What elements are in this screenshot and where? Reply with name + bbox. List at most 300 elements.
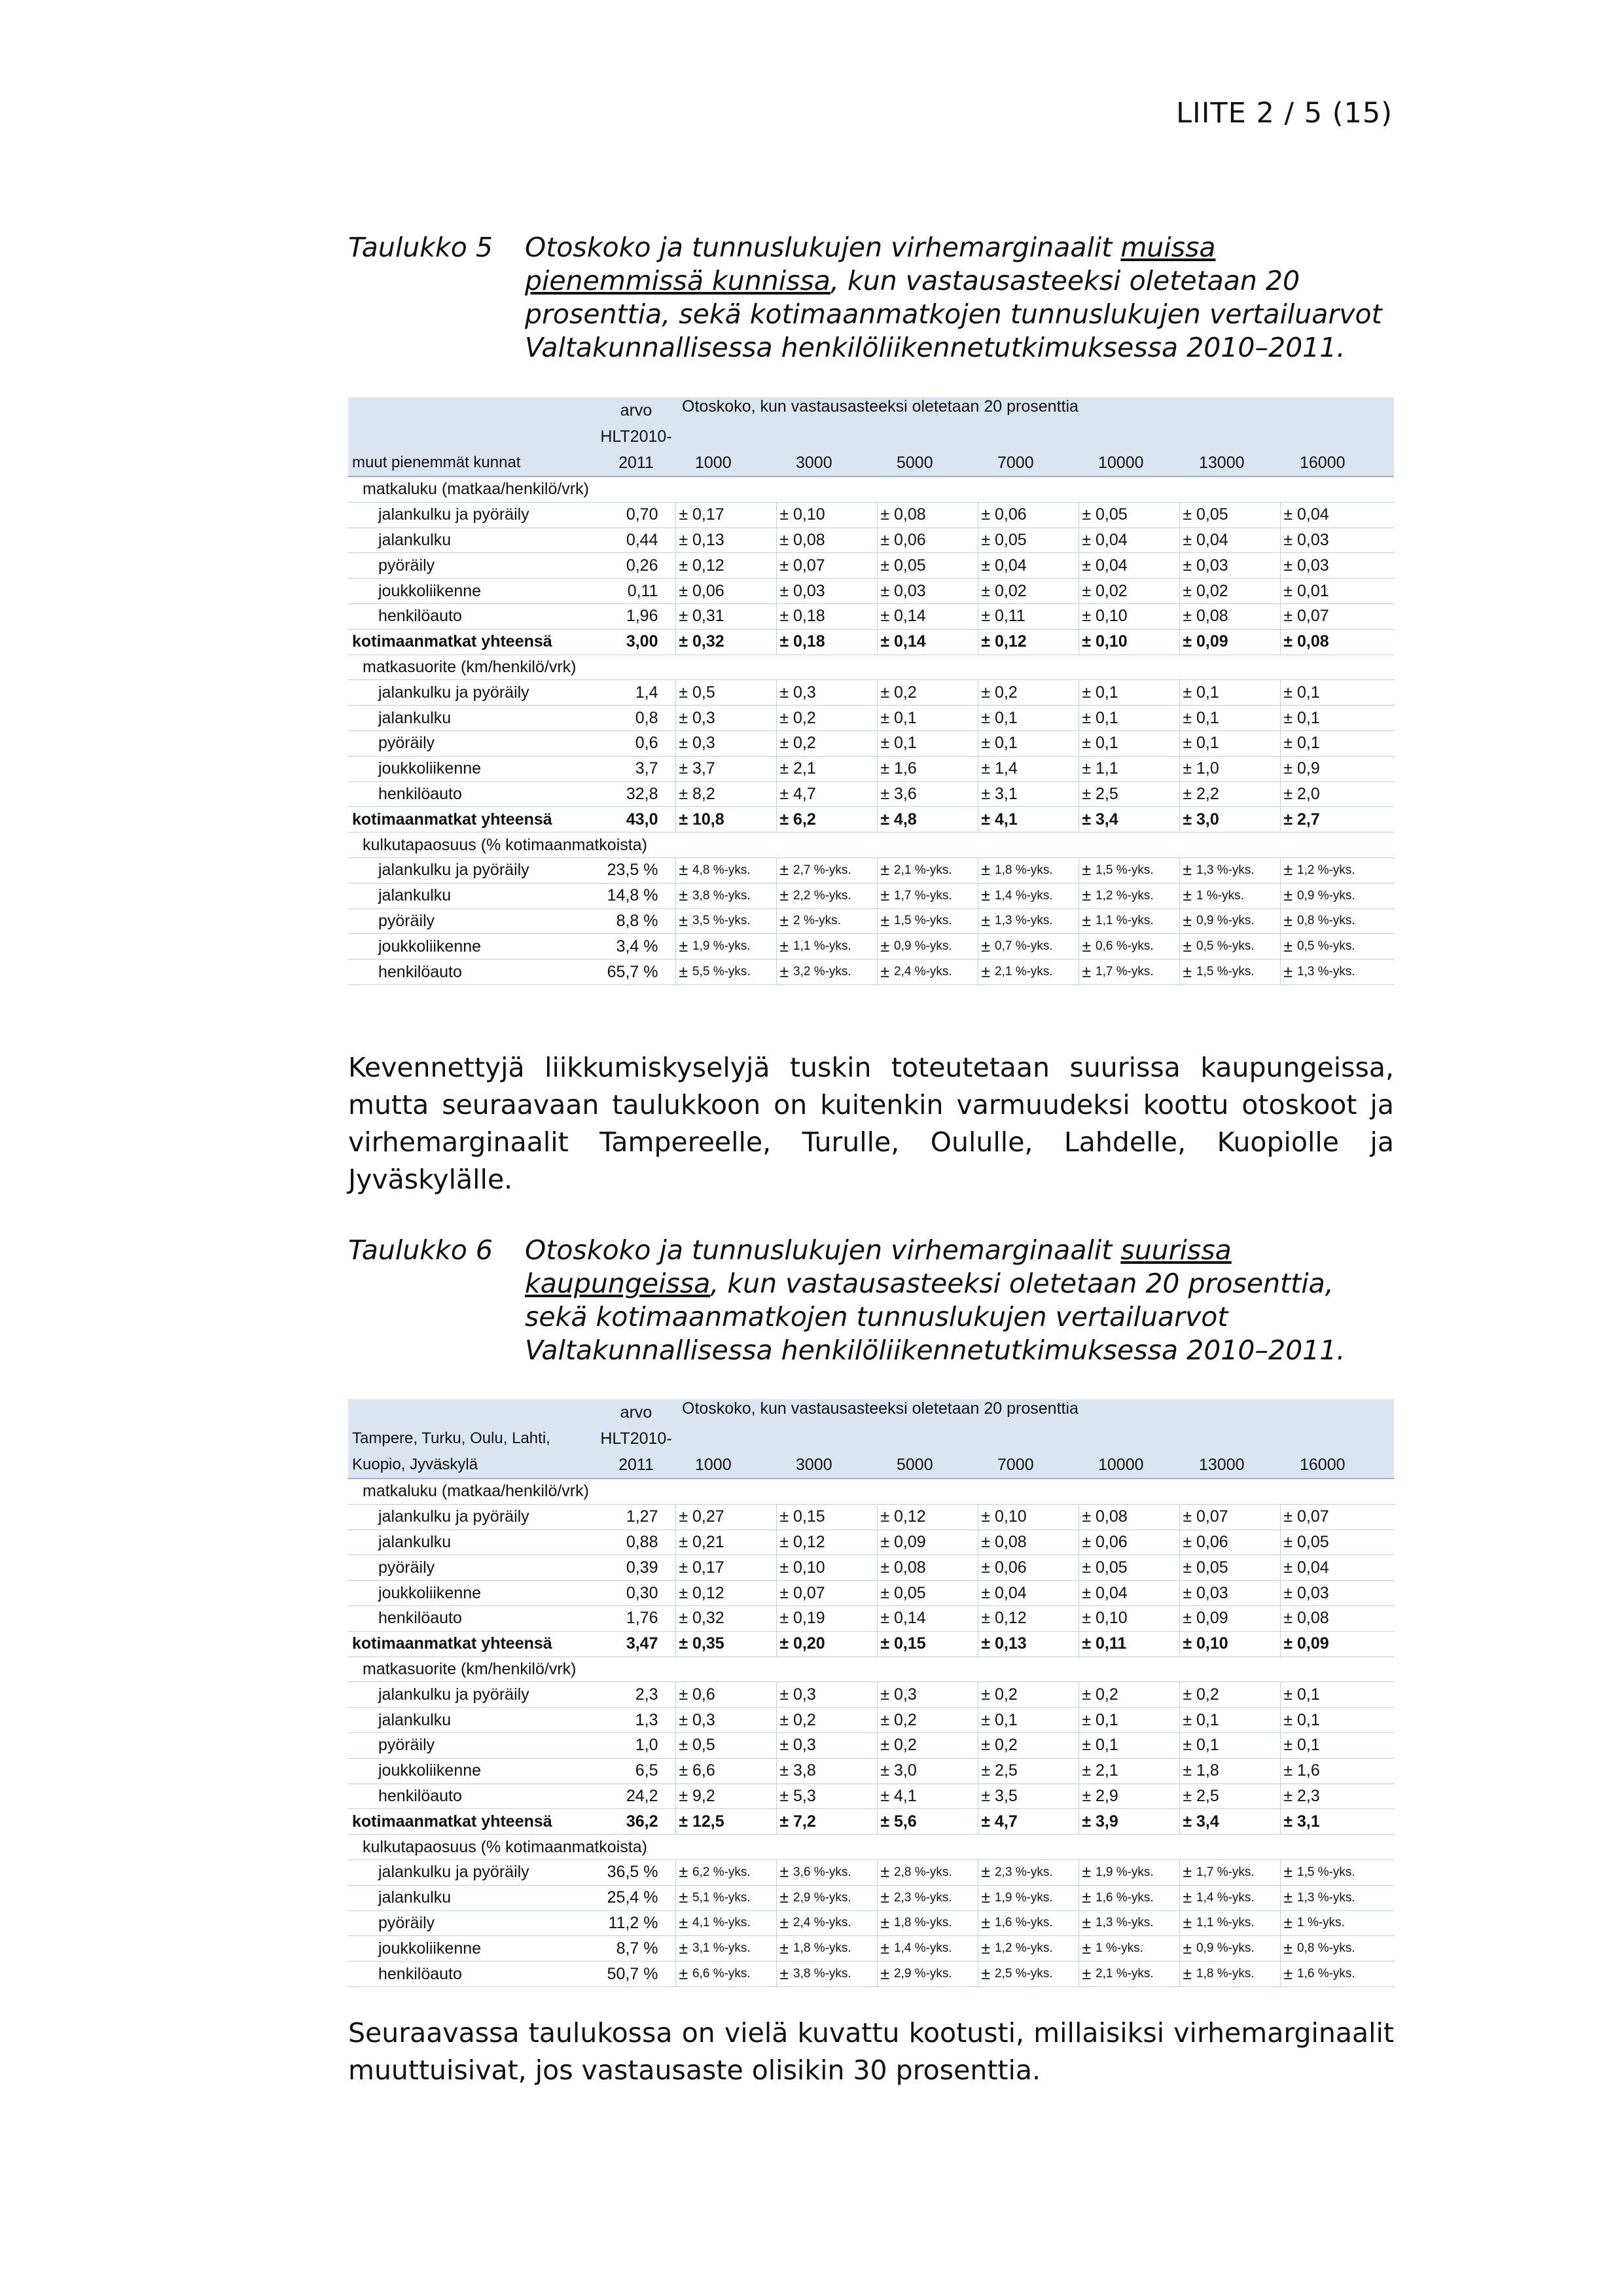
margin-value: 2,1 %-yks. xyxy=(893,857,978,883)
table-row xyxy=(348,1581,1394,1606)
row-ref-value: 0,88 xyxy=(597,1530,675,1555)
plus-minus: ± xyxy=(978,1936,993,1962)
plus-minus: ± xyxy=(675,502,691,528)
plus-minus: ± xyxy=(1280,1809,1296,1835)
row-label: jalankulku ja pyöräily xyxy=(348,1682,597,1708)
plus-minus: ± xyxy=(978,857,993,883)
margin-value: 0,08 xyxy=(1296,1605,1394,1631)
margin-value: 0,9 %-yks. xyxy=(893,934,978,960)
plus-minus: ± xyxy=(1079,1504,1094,1530)
margin-value: 0,01 xyxy=(1296,579,1394,604)
margin-value: 0,17 xyxy=(691,502,776,528)
total-label: kotimaanmatkat yhteensä xyxy=(348,807,597,833)
margin-value: 0,04 xyxy=(1296,1555,1394,1581)
row-ref-value: 0,30 xyxy=(597,1581,675,1606)
row-ref-value: 2,3 xyxy=(597,1682,675,1708)
plus-minus: ± xyxy=(1179,1631,1195,1657)
plus-minus: ± xyxy=(776,528,792,553)
plus-minus: ± xyxy=(877,960,893,985)
margin-value: 2,2 %-yks. xyxy=(792,883,877,908)
plus-minus: ± xyxy=(978,680,993,706)
margin-value: 3,7 xyxy=(691,756,776,781)
table5-caption-text: Otoskoko ja tunnuslukujen virhemarginaalit muissa pienemmissä kunnissa, kun vastausasteeksi oletetaan 20 prosenttia, sekä kotimaanmatkojen tunnuslukujen vertailuarvot Valtakunnallisessa henkilöliikennetutkimuksessa 2010–2011. xyxy=(525,232,1382,363)
plus-minus: ± xyxy=(1079,1605,1094,1631)
row-ref-value: 32,8 xyxy=(597,781,675,807)
header-sample-size: 7000 xyxy=(978,450,1079,476)
plus-minus: ± xyxy=(675,1784,691,1809)
header-row xyxy=(348,1452,1394,1479)
plus-minus: ± xyxy=(675,908,691,934)
total-margin-value: 0,15 xyxy=(893,1631,978,1657)
plus-minus: ± xyxy=(978,960,993,985)
plus-minus: ± xyxy=(978,908,993,934)
margin-value: 0,2 xyxy=(792,706,877,731)
plus-minus: ± xyxy=(1179,1555,1195,1581)
plus-minus: ± xyxy=(1280,1936,1296,1962)
margin-value: 0,06 xyxy=(1094,1530,1179,1555)
section-row xyxy=(348,1479,1394,1504)
plus-minus: ± xyxy=(675,1962,691,1987)
plus-minus: ± xyxy=(1280,1784,1296,1809)
plus-minus: ± xyxy=(978,553,993,579)
plus-minus: ± xyxy=(1079,781,1094,807)
margin-value: 1,8 xyxy=(1195,1758,1280,1784)
margin-value: 0,27 xyxy=(691,1504,776,1530)
margin-value: 4,1 xyxy=(893,1784,978,1809)
margin-value: 2,9 xyxy=(1094,1784,1179,1809)
total-margin-value: 4,1 xyxy=(993,807,1079,833)
margin-value: 0,03 xyxy=(1195,553,1280,579)
margin-value: 0,08 xyxy=(1094,1504,1179,1530)
plus-minus: ± xyxy=(877,1732,893,1758)
margin-value: 0,2 xyxy=(893,1732,978,1758)
margin-value: 0,12 xyxy=(691,1581,776,1606)
row-ref-value: 0,39 xyxy=(597,1555,675,1581)
plus-minus: ± xyxy=(1079,1809,1094,1835)
plus-minus: ± xyxy=(675,730,691,756)
margin-value: 8,2 xyxy=(691,781,776,807)
margin-value: 1,6 %-yks. xyxy=(1094,1885,1179,1910)
margin-value: 1,9 %-yks. xyxy=(993,1885,1079,1910)
row-label: jalankulku xyxy=(348,1708,597,1733)
plus-minus: ± xyxy=(877,934,893,960)
total-ref-value: 36,2 xyxy=(597,1809,675,1835)
section-row xyxy=(348,655,1394,680)
margin-value: 3,6 xyxy=(893,781,978,807)
plus-minus: ± xyxy=(1179,1682,1195,1708)
margin-value: 3,5 %-yks. xyxy=(691,908,776,934)
plus-minus: ± xyxy=(877,1605,893,1631)
plus-minus: ± xyxy=(776,883,792,908)
total-row xyxy=(348,629,1394,655)
plus-minus: ± xyxy=(978,629,993,655)
plus-minus: ± xyxy=(1280,1682,1296,1708)
header-sample-size: 10000 xyxy=(1079,450,1179,476)
total-margin-value: 3,1 xyxy=(1296,1809,1394,1835)
plus-minus: ± xyxy=(1079,1682,1094,1708)
section-title: kulkutapaosuus (% kotimaanmatkoista) xyxy=(348,1835,1394,1860)
plus-minus: ± xyxy=(877,1631,893,1657)
margin-value: 5,1 %-yks. xyxy=(691,1885,776,1910)
plus-minus: ± xyxy=(877,756,893,781)
table-row xyxy=(348,857,1394,883)
plus-minus: ± xyxy=(978,579,993,604)
table-row xyxy=(348,1962,1394,1987)
table-row xyxy=(348,1758,1394,1784)
plus-minus: ± xyxy=(1079,1784,1094,1809)
plus-minus: ± xyxy=(776,1885,792,1910)
plus-minus: ± xyxy=(1079,1530,1094,1555)
plus-minus: ± xyxy=(675,756,691,781)
plus-minus: ± xyxy=(1179,807,1195,833)
row-label: jalankulku ja pyöräily xyxy=(348,680,597,706)
margin-value: 0,12 xyxy=(792,1530,877,1555)
section-row xyxy=(348,833,1394,858)
plus-minus: ± xyxy=(675,1555,691,1581)
plus-minus: ± xyxy=(1079,883,1094,908)
row-label: pyöräily xyxy=(348,1732,597,1758)
row-ref-value: 0,44 xyxy=(597,528,675,553)
header-ref: arvo xyxy=(597,1399,675,1426)
row-ref-value: 11,2 % xyxy=(597,1910,675,1936)
margin-value: 2,3 %-yks. xyxy=(993,1859,1079,1885)
plus-minus: ± xyxy=(1280,908,1296,934)
margin-value: 0,1 xyxy=(1195,680,1280,706)
margin-value: 0,21 xyxy=(691,1530,776,1555)
plus-minus: ± xyxy=(776,1631,792,1657)
margin-value: 3,8 xyxy=(792,1758,877,1784)
plus-minus: ± xyxy=(877,1936,893,1962)
margin-value: 2,5 xyxy=(993,1758,1079,1784)
margin-value: 4,1 %-yks. xyxy=(691,1910,776,1936)
margin-value: 0,14 xyxy=(893,1605,978,1631)
margin-value: 1,5 %-yks. xyxy=(1094,857,1179,883)
plus-minus: ± xyxy=(1179,730,1195,756)
plus-minus: ± xyxy=(675,706,691,731)
header-sample-size: 7000 xyxy=(978,1452,1079,1479)
plus-minus: ± xyxy=(776,1936,792,1962)
plus-minus: ± xyxy=(675,883,691,908)
row-ref-value: 1,4 xyxy=(597,680,675,706)
margin-value: 0,07 xyxy=(792,1581,877,1606)
plus-minus: ± xyxy=(1280,1910,1296,1936)
margin-value: 0,19 xyxy=(792,1605,877,1631)
plus-minus: ± xyxy=(1079,807,1094,833)
row-ref-value: 24,2 xyxy=(597,1784,675,1809)
plus-minus: ± xyxy=(1280,730,1296,756)
margin-value: 2,5 xyxy=(1094,781,1179,807)
row-ref-value: 1,3 xyxy=(597,1708,675,1733)
margin-value: 1,3 %-yks. xyxy=(1296,1885,1394,1910)
plus-minus: ± xyxy=(1280,579,1296,604)
margin-value: 0,3 xyxy=(792,680,877,706)
total-margin-value: 0,08 xyxy=(1296,629,1394,655)
table-row xyxy=(348,1732,1394,1758)
margin-value: 2,1 xyxy=(792,756,877,781)
row-label: pyöräily xyxy=(348,908,597,934)
plus-minus: ± xyxy=(675,781,691,807)
plus-minus: ± xyxy=(776,1605,792,1631)
margin-value: 0,09 xyxy=(893,1530,978,1555)
total-margin-value: 10,8 xyxy=(691,807,776,833)
margin-value: 1,6 xyxy=(1296,1758,1394,1784)
section-row xyxy=(348,1835,1394,1860)
plus-minus: ± xyxy=(1280,883,1296,908)
plus-minus: ± xyxy=(877,1682,893,1708)
margin-value: 3,1 %-yks. xyxy=(691,1936,776,1962)
margin-value: 1,6 xyxy=(893,756,978,781)
plus-minus: ± xyxy=(1280,1631,1296,1657)
row-ref-value: 0,11 xyxy=(597,579,675,604)
table5 xyxy=(348,397,1394,985)
table-row xyxy=(348,730,1394,756)
total-margin-value: 3,9 xyxy=(1094,1809,1179,1835)
table-row xyxy=(348,553,1394,579)
plus-minus: ± xyxy=(675,680,691,706)
margin-value: 0,1 xyxy=(1094,1708,1179,1733)
margin-value: 1,1 xyxy=(1094,756,1179,781)
margin-value: 0,07 xyxy=(1296,603,1394,629)
plus-minus: ± xyxy=(978,1682,993,1708)
paragraph-2: Seuraavassa taulukossa on vielä kuvattu kootusti, millaisiksi virhemarginaalit muuttuisivat, jos vastausaste olisikin 30 prosenttia. xyxy=(348,2017,1394,2086)
header-rowlabel xyxy=(348,397,597,423)
plus-minus: ± xyxy=(675,1504,691,1530)
header-sample-size: 1000 xyxy=(675,450,776,476)
row-label: jalankulku ja pyöräily xyxy=(348,502,597,528)
margin-value: 2,1 xyxy=(1094,1758,1179,1784)
header-ref: HLT2010- xyxy=(597,1426,675,1452)
plus-minus: ± xyxy=(877,603,893,629)
margin-value: 0,05 xyxy=(1195,502,1280,528)
row-label: pyöräily xyxy=(348,1910,597,1936)
margin-value: 0,7 %-yks. xyxy=(993,934,1079,960)
margin-value: 1,7 %-yks. xyxy=(893,883,978,908)
header-sample-size: 3000 xyxy=(776,450,877,476)
plus-minus: ± xyxy=(877,908,893,934)
header-spacer xyxy=(675,1426,1394,1452)
section-title: matkaluku (matkaa/henkilö/vrk) xyxy=(348,1479,1394,1504)
plus-minus: ± xyxy=(1079,603,1094,629)
plus-minus: ± xyxy=(1179,579,1195,604)
row-label: jalankulku xyxy=(348,883,597,908)
plus-minus: ± xyxy=(776,603,792,629)
margin-value: 0,2 xyxy=(1094,1682,1179,1708)
margin-value: 0,05 xyxy=(1195,1555,1280,1581)
plus-minus: ± xyxy=(1079,1910,1094,1936)
margin-value: 1,1 %-yks. xyxy=(792,934,877,960)
table5-number: Taulukko 5 xyxy=(348,232,493,263)
margin-value: 1 %-yks. xyxy=(1296,1910,1394,1936)
margin-value: 1,8 %-yks. xyxy=(792,1936,877,1962)
margin-value: 0,12 xyxy=(893,1504,978,1530)
plus-minus: ± xyxy=(1280,629,1296,655)
margin-value: 1,8 %-yks. xyxy=(993,857,1079,883)
margin-value: 2 %-yks. xyxy=(792,908,877,934)
table6-caption xyxy=(348,1234,1394,1367)
margin-value: 2,1 %-yks. xyxy=(1094,1962,1179,1987)
plus-minus: ± xyxy=(978,1708,993,1733)
margin-value: 1,6 %-yks. xyxy=(993,1910,1079,1936)
total-margin-value: 0,32 xyxy=(691,629,776,655)
margin-value: 3,8 %-yks. xyxy=(691,883,776,908)
header-group: Otoskoko, kun vastausasteeksi oletetaan 20 prosenttia xyxy=(675,397,1394,423)
margin-value: 0,3 xyxy=(792,1732,877,1758)
plus-minus: ± xyxy=(675,1530,691,1555)
plus-minus: ± xyxy=(1280,1530,1296,1555)
margin-value: 0,2 xyxy=(993,680,1079,706)
table-row xyxy=(348,680,1394,706)
margin-value: 1 %-yks. xyxy=(1094,1936,1179,1962)
margin-value: 2,3 %-yks. xyxy=(893,1885,978,1910)
plus-minus: ± xyxy=(978,1910,993,1936)
margin-value: 0,9 %-yks. xyxy=(1195,908,1280,934)
header-ref: 2011 xyxy=(597,450,675,476)
plus-minus: ± xyxy=(1280,603,1296,629)
header-row xyxy=(348,423,1394,450)
plus-minus: ± xyxy=(1079,706,1094,731)
margin-value: 2,7 %-yks. xyxy=(792,857,877,883)
margin-value: 1,3 %-yks. xyxy=(1094,1910,1179,1936)
margin-value: 1 %-yks. xyxy=(1195,883,1280,908)
plus-minus: ± xyxy=(1280,781,1296,807)
plus-minus: ± xyxy=(1079,1936,1094,1962)
plus-minus: ± xyxy=(1280,1581,1296,1606)
total-label: kotimaanmatkat yhteensä xyxy=(348,1809,597,1835)
plus-minus: ± xyxy=(675,1682,691,1708)
margin-value: 1,4 xyxy=(993,756,1079,781)
plus-minus: ± xyxy=(1280,1885,1296,1910)
plus-minus: ± xyxy=(1079,1962,1094,1987)
plus-minus: ± xyxy=(1079,680,1094,706)
table-row xyxy=(348,934,1394,960)
table-row xyxy=(348,960,1394,985)
row-ref-value: 1,27 xyxy=(597,1504,675,1530)
margin-value: 0,15 xyxy=(792,1504,877,1530)
header-sample-size: 5000 xyxy=(877,1452,978,1479)
plus-minus: ± xyxy=(978,1784,993,1809)
total-margin-value: 7,2 xyxy=(792,1809,877,1835)
margin-value: 0,06 xyxy=(691,579,776,604)
plus-minus: ± xyxy=(1280,1732,1296,1758)
plus-minus: ± xyxy=(776,1682,792,1708)
plus-minus: ± xyxy=(1079,934,1094,960)
table-row xyxy=(348,1708,1394,1733)
margin-value: 0,1 xyxy=(1296,680,1394,706)
margin-value: 0,6 xyxy=(691,1682,776,1708)
margin-value: 0,1 xyxy=(1195,706,1280,731)
plus-minus: ± xyxy=(776,502,792,528)
plus-minus: ± xyxy=(776,960,792,985)
plus-minus: ± xyxy=(978,1504,993,1530)
row-ref-value: 8,7 % xyxy=(597,1936,675,1962)
margin-value: 2,1 %-yks. xyxy=(993,960,1079,985)
table-row xyxy=(348,1885,1394,1910)
table-row xyxy=(348,1504,1394,1530)
plus-minus: ± xyxy=(675,1581,691,1606)
plus-minus: ± xyxy=(776,1758,792,1784)
total-margin-value: 0,11 xyxy=(1094,1631,1179,1657)
row-ref-value: 25,4 % xyxy=(597,1885,675,1910)
margin-value: 0,06 xyxy=(993,1555,1079,1581)
plus-minus: ± xyxy=(1280,1962,1296,1987)
margin-value: 0,1 xyxy=(1195,1708,1280,1733)
plus-minus: ± xyxy=(1179,1530,1195,1555)
plus-minus: ± xyxy=(877,730,893,756)
row-label: joukkoliikenne xyxy=(348,1581,597,1606)
plus-minus: ± xyxy=(776,730,792,756)
row-label: jalankulku xyxy=(348,706,597,731)
plus-minus: ± xyxy=(675,528,691,553)
margin-value: 1,3 %-yks. xyxy=(1296,960,1394,985)
total-row xyxy=(348,1631,1394,1657)
total-margin-value: 0,12 xyxy=(993,629,1079,655)
total-margin-value: 6,2 xyxy=(792,807,877,833)
plus-minus: ± xyxy=(978,1605,993,1631)
plus-minus: ± xyxy=(978,1555,993,1581)
margin-value: 2,0 xyxy=(1296,781,1394,807)
margin-value: 0,08 xyxy=(1195,603,1280,629)
row-ref-value: 3,4 % xyxy=(597,934,675,960)
margin-value: 0,2 xyxy=(1195,1682,1280,1708)
margin-value: 0,03 xyxy=(792,579,877,604)
margin-value: 0,05 xyxy=(893,553,978,579)
margin-value: 6,6 %-yks. xyxy=(691,1962,776,1987)
margin-value: 2,5 xyxy=(1195,1784,1280,1809)
plus-minus: ± xyxy=(877,1504,893,1530)
plus-minus: ± xyxy=(978,1530,993,1555)
margin-value: 0,04 xyxy=(1195,528,1280,553)
total-row xyxy=(348,807,1394,833)
plus-minus: ± xyxy=(675,579,691,604)
plus-minus: ± xyxy=(675,1910,691,1936)
margin-value: 0,02 xyxy=(1195,579,1280,604)
plus-minus: ± xyxy=(1079,579,1094,604)
plus-minus: ± xyxy=(776,1504,792,1530)
margin-value: 0,1 xyxy=(993,706,1079,731)
plus-minus: ± xyxy=(1079,1859,1094,1885)
header-rowlabel: Tampere, Turku, Oulu, Lahti, xyxy=(348,1426,597,1452)
table-row xyxy=(348,908,1394,934)
plus-minus: ± xyxy=(978,1732,993,1758)
margin-value: 0,05 xyxy=(1094,502,1179,528)
margin-value: 0,1 xyxy=(993,1708,1079,1733)
row-ref-value: 1,96 xyxy=(597,603,675,629)
total-ref-value: 3,00 xyxy=(597,629,675,655)
margin-value: 0,13 xyxy=(691,528,776,553)
table-row xyxy=(348,1682,1394,1708)
row-label: joukkoliikenne xyxy=(348,934,597,960)
total-margin-value: 0,09 xyxy=(1195,629,1280,655)
plus-minus: ± xyxy=(877,857,893,883)
table6-number: Taulukko 6 xyxy=(348,1234,493,1266)
row-label: henkilöauto xyxy=(348,603,597,629)
row-ref-value: 6,5 xyxy=(597,1758,675,1784)
plus-minus: ± xyxy=(978,883,993,908)
plus-minus: ± xyxy=(1179,934,1195,960)
plus-minus: ± xyxy=(877,1962,893,1987)
plus-minus: ± xyxy=(978,807,993,833)
margin-value: 2,5 %-yks. xyxy=(993,1962,1079,1987)
total-margin-value: 4,7 xyxy=(993,1809,1079,1835)
plus-minus: ± xyxy=(1280,857,1296,883)
plus-minus: ± xyxy=(877,1708,893,1733)
table-row xyxy=(348,781,1394,807)
margin-value: 0,1 xyxy=(1296,730,1394,756)
header-sample-size: 10000 xyxy=(1079,1452,1179,1479)
margin-value: 0,06 xyxy=(993,502,1079,528)
row-label: henkilöauto xyxy=(348,1962,597,1987)
plus-minus: ± xyxy=(978,730,993,756)
